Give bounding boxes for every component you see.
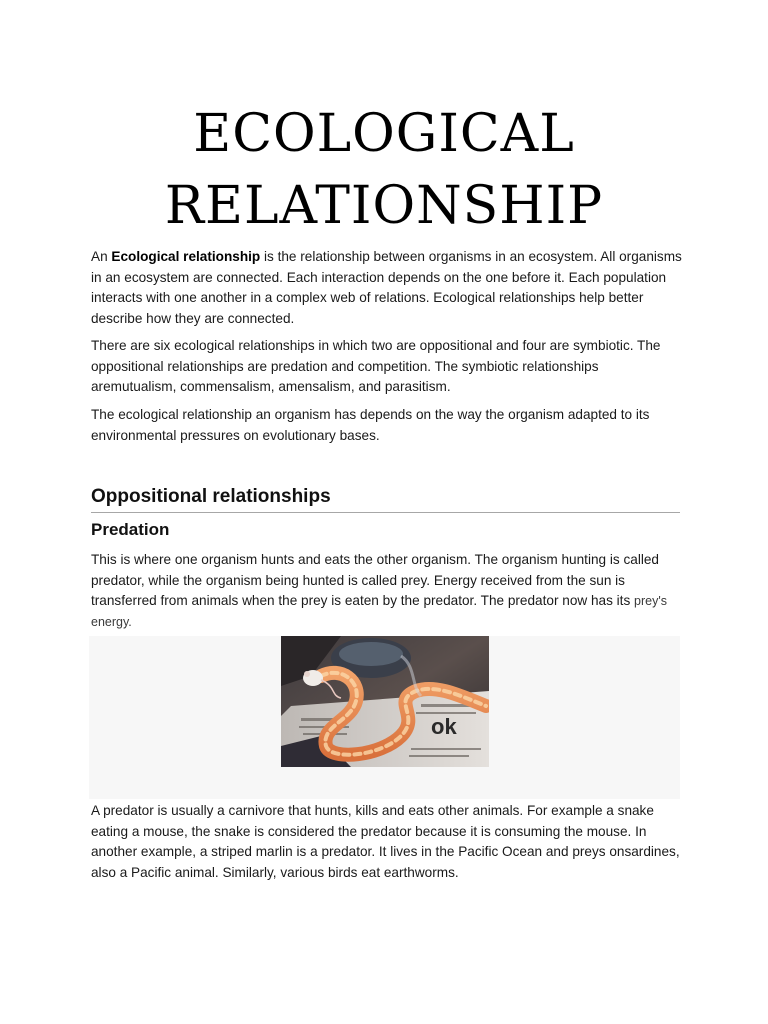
figure-container — [89, 636, 680, 799]
adaptation-paragraph: The ecological relationship an organism has depends on the way the organism adapted to its environmental pressures on evolutionary bases. — [91, 407, 650, 443]
intro-bold-term: Ecological relationship — [111, 249, 261, 264]
relationships-paragraph: There are six ecological relationships in which two are oppositional and four are symbiotic. The oppositional relationships are predation and competition. The symbiotic relationships aremutualism, commensalism, amensalism, and parasitism. — [91, 338, 661, 394]
intro-rest: is the relationship between organisms in an ecosystem. All organisms in an ecosystem are connected. Each interaction depends on the one before it. Each population interacts with one another in a complex web of relations. Ecological relationships help better describe how they are connected. — [91, 249, 682, 326]
predator-paragraph: A predator is usually a carnivore that hunts, kills and eats other animals. For example a snake eating a mouse, the snake is considered the predator because it is consuming the mouse. In another example, a striped marlin is a predator. It lives in the Pacific Ocean and preys onsardines, also a Pacific animal. Similarly, various birds eat earthworms. — [91, 803, 680, 880]
intro-paragraph — [91, 247, 683, 329]
subheading-predation: Predation — [91, 520, 170, 539]
predation-end-text: prey's energy. — [91, 594, 667, 629]
title-line-1: ECOLOGICAL — [193, 104, 575, 164]
title-line-2: RELATIONSHIP — [164, 176, 604, 236]
newspaper-text: ok — [431, 714, 457, 739]
snake-eating-mouse-photo — [281, 636, 489, 767]
section-heading-oppositional: Oppositional relationships — [91, 484, 680, 513]
snake-photo-graphic — [281, 636, 489, 767]
page-title — [0, 98, 768, 242]
predation-main-text: This is where one organism hunts and eats the other organism. The organism hunting is called predator, while the organism being hunted is called prey. Energy received from the sun is transferred from animals when the prey is eaten by the predator. The predator now has its — [91, 552, 659, 608]
predation-paragraph — [91, 550, 683, 632]
intro-prefix: An — [91, 249, 112, 264]
